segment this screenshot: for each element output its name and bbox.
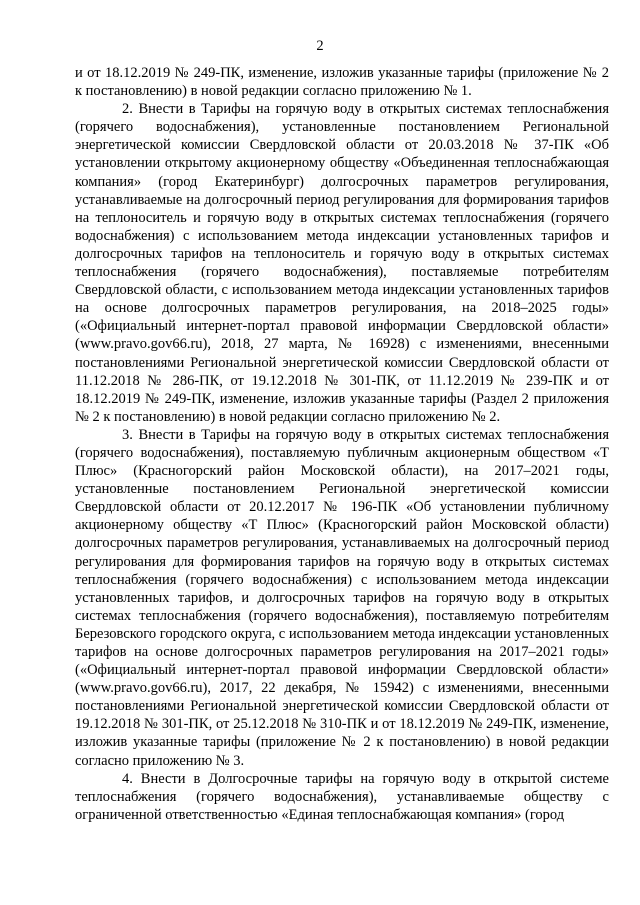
page-number: 2 xyxy=(316,38,324,54)
paragraph-continuation: и от 18.12.2019 № 249-ПК, изменение, изложив указанные тарифы (приложение № 2 к постановлению) в новой редакции согласно приложению № 1. xyxy=(75,65,609,100)
paragraph-item-4: 4. Внести в Долгосрочные тарифы на горячую воду в открытой системе теплоснабжения (горячего водоснабжения), устанавливаемые обществу с ограниченной ответственностью «Единая теплоснабжающая компания» (город xyxy=(75,770,609,823)
paragraph-item-3: 3. Внести в Тарифы на горячую воду в открытых системах теплоснабжения (горячего водоснабжения), поставляемую публичным акционерным обществом «Т Плюс» (Красногорский район Московской области), на 2017–2021 годы, установленные постановлением Региональной энергетической комиссии Свердловской области от 20.12.2017 № 196-ПК «Об установлении публичному акционерному обществу «Т Плюс» (Красногорский район Московской области) долгосрочных параметров регулирования, устанавливаемых на долгосрочный период регулирования для формирования тарифов на горячую воду в открытых системах теплоснабжения (горячего водоснабжения) с использованием метода индексации установленных тарифов, и долгосрочных тарифов на горячую воду в открытых системах теплоснабжения (горячего водоснабжения), поставляемую потребителям Березовского городского округа, с использованием метода индексации установленных тарифов на основе долгосрочных параметров регулирования на 2017–2021 годы» («Официальный интернет-портал правовой информации Свердловской области» (www.pravo.gov66.ru), 2017, 22 декабря, № 15942) с изменениями, внесенными постановлениями Региональной энергетической комиссии Свердловской области от 19.12.2018 № 301-ПК, от 25.12.2018 № 310-ПК и от 18.12.2019 № 249-ПК, изменение, изложив указанные тарифы (приложение № 2 к постановлению) в новой редакции согласно приложению № 3. xyxy=(75,426,609,769)
paragraph-item-2: 2. Внести в Тарифы на горячую воду в открытых системах теплоснабжения (горячего водоснабжения), установленные постановлением Региональной энергетической комиссии Свердловской области от 20.03.2018 № 37-ПК «Об установлении открытому акционерному обществу «Объединенная теплоснабжающая компания» (город Екатеринбург) долгосрочных параметров регулирования, устанавливаемые на долгосрочный период регулирования для формирования тарифов на теплоноситель и горячую воду в открытых системах теплоснабжения (горячего водоснабжения) с использованием метода индексации установленных тарифов и долгосрочных тарифов на теплоноситель и горячую воду в открытых системах теплоснабжения (горячего водоснабжения), поставляемые потребителям Свердловской области, с использованием метода индексации установленных тарифов на основе долгосрочных параметров регулирования, на 2018–2025 годы» («Официальный интернет-портал правовой информации Свердловской области» (www.pravo.gov66.ru), 2018, 27 марта, № 16928) с изменениями, внесенными постановлениями Региональной энергетической комиссии Свердловской области от 11.12.2018 № 286-ПК, от 19.12.2018 № 301-ПК, от 11.12.2019 № 239-ПК и от 18.12.2019 № 249-ПК, изменение, изложив указанные тарифы (Раздел 2 приложения № 2 к постановлению) в новой редакции согласно приложению № 2. xyxy=(75,101,609,425)
document-body xyxy=(75,64,609,824)
